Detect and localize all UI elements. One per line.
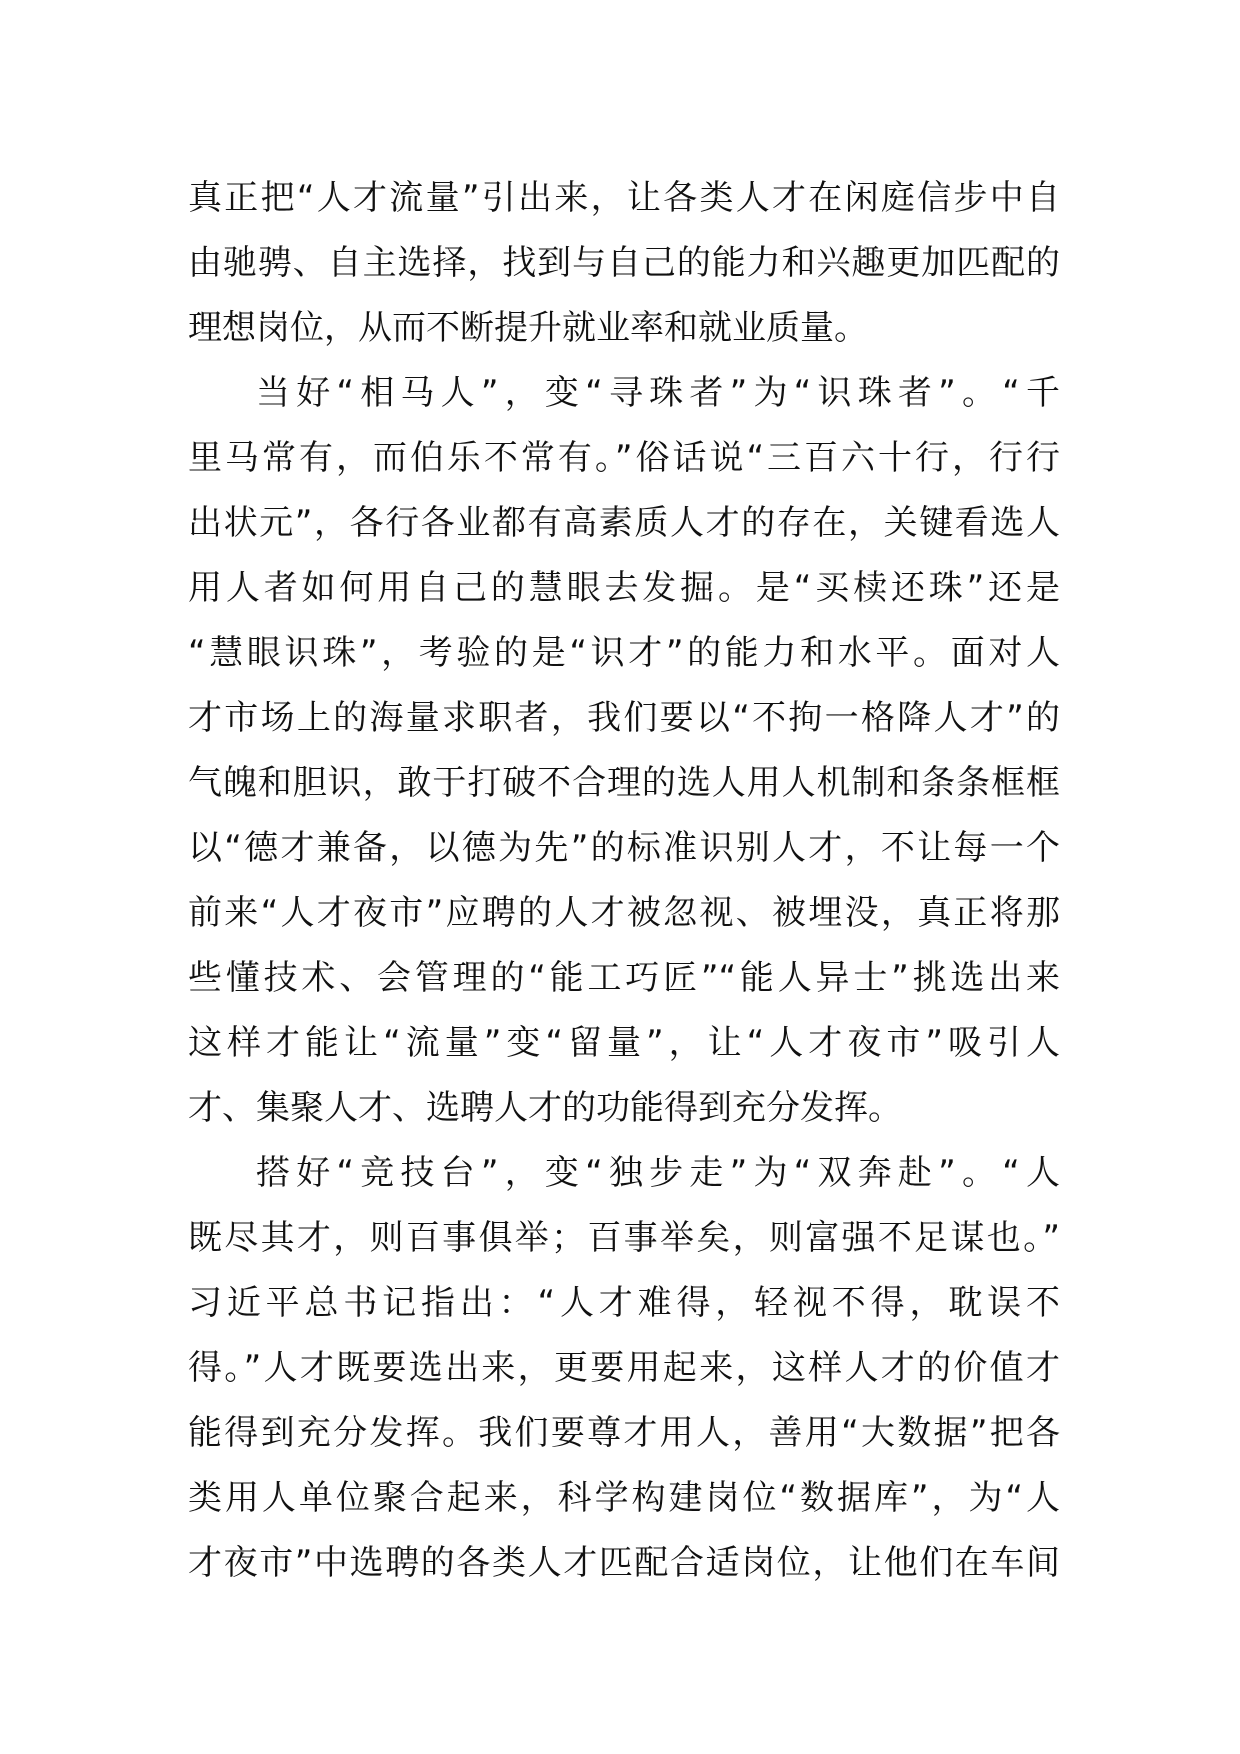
text-line: 用人者如何用自己的慧眼去发掘。是“买椟还珠”还是 — [188, 568, 1060, 608]
text-line: “慧眼识珠”，考验的是“识才”的能力和水平。面对人 — [188, 633, 1060, 673]
paragraph-start-line: 搭好“竞技台”，变“独步走”为“双奔赴”。“人 — [256, 1153, 1060, 1193]
text-line: 由驰骋、自主选择，找到与自己的能力和兴趣更加匹配的 — [188, 243, 1060, 283]
text-line: 气魄和胆识，敢于打破不合理的选人用人机制和条条框框 — [188, 763, 1060, 803]
text-line: 理想岗位，从而不断提升就业率和就业质量。 — [188, 308, 868, 348]
text-line: 能得到充分发挥。我们要尊才用人，善用“大数据”把各 — [188, 1413, 1060, 1453]
text-line: 既尽其才，则百事俱举；百事举矣，则富强不足谋也。” — [188, 1218, 1060, 1258]
text-line: 以“德才兼备，以德为先”的标准识别人才，不让每一个 — [188, 828, 1060, 868]
text-line: 才、集聚人才、选聘人才的功能得到充分发挥。 — [188, 1088, 902, 1128]
text-line: 习近平总书记指出：“人才难得，轻视不得，耽误不 — [188, 1283, 1060, 1323]
text-line: 类用人单位聚合起来，科学构建岗位“数据库”，为“人 — [188, 1478, 1060, 1518]
text-line: 才夜市”中选聘的各类人才匹配合适岗位，让他们在车间 — [188, 1543, 1060, 1583]
text-line: 前来“人才夜市”应聘的人才被忽视、被埋没，真正将那 — [188, 893, 1060, 933]
paragraph-start-line: 当好“相马人”，变“寻珠者”为“识珠者”。“千 — [256, 373, 1060, 413]
text-line: 得。”人才既要选出来，更要用起来，这样人才的价值才 — [188, 1348, 1060, 1388]
text-line: 这样才能让“流量”变“留量”，让“人才夜市”吸引人 — [188, 1023, 1060, 1063]
text-line: 里马常有，而伯乐不常有。”俗话说“三百六十行，行行 — [188, 438, 1060, 478]
text-line: 真正把“人才流量”引出来，让各类人才在闲庭信步中自 — [188, 178, 1060, 218]
text-line: 才市场上的海量求职者，我们要以“不拘一格降人才”的 — [188, 698, 1060, 738]
document-body — [188, 166, 1060, 1596]
text-line: 些懂技术、会管理的“能工巧匠”“能人异士”挑选出来 — [188, 958, 1060, 998]
text-line: 出状元”，各行各业都有高素质人才的存在，关键看选人 — [188, 503, 1060, 543]
